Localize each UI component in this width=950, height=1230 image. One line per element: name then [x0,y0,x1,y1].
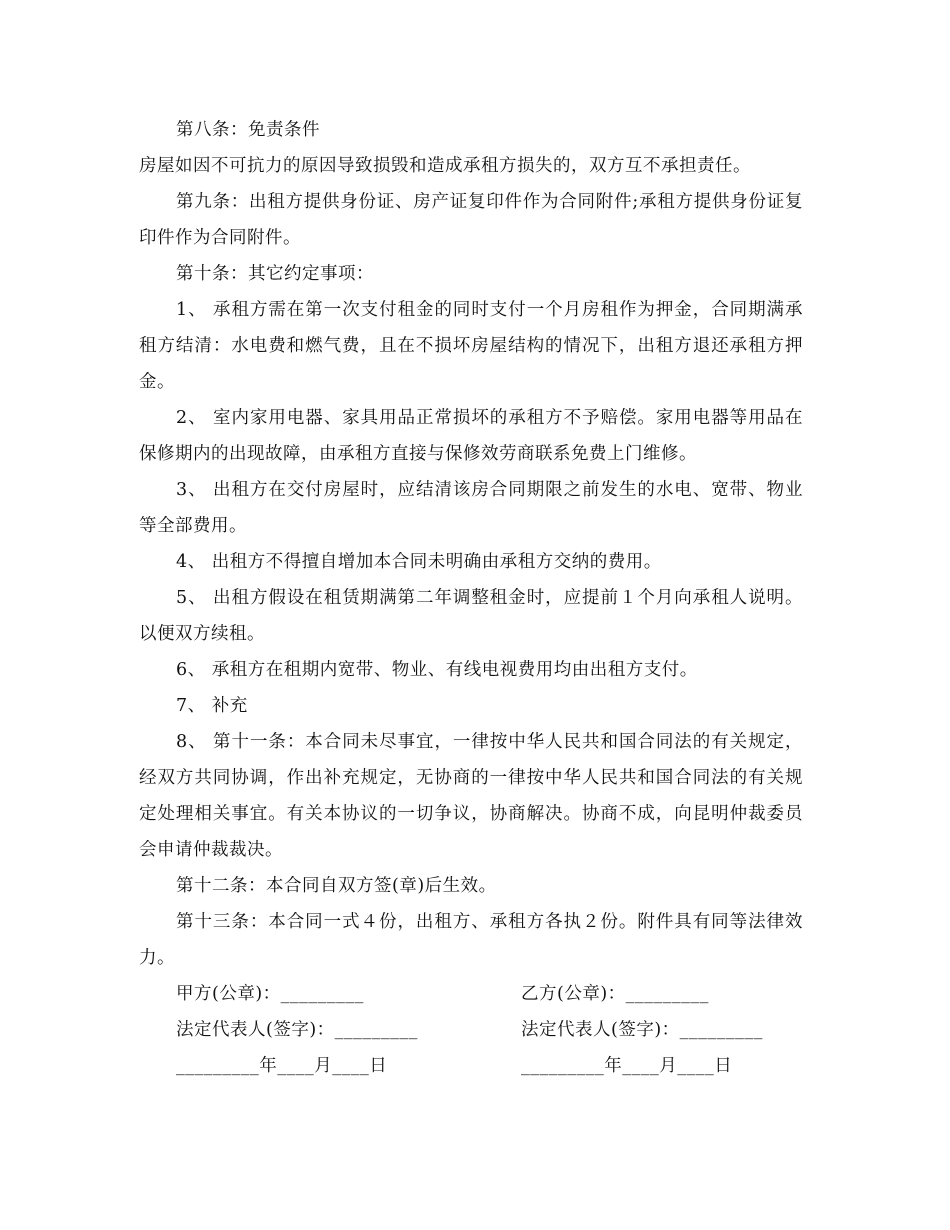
party-b-representative-line: 法定代表人(签字)：_________ [521,1020,763,1040]
party-b-date-line: _________年____月____日 [521,1056,733,1076]
clause-10-title: 第十条：其它约定事项： [176,264,374,284]
party-a-seal-line: 甲方(公章)：_________ [176,984,364,1004]
clause-10-item-4: 4、 出租方不得擅自增加本合同未明确由承租方交纳的费用。 [176,552,662,572]
party-a-representative-line: 法定代表人(签字)：_________ [176,1020,418,1040]
party-a-date-line: _________年____月____日 [176,1056,388,1076]
clause-10-item-6: 6、 承租方在租期内宽带、物业、有线电视费用均由出租方支付。 [176,660,698,680]
party-b-seal-line: 乙方(公章)：_________ [521,984,709,1004]
clause-9: 第九条：出租方提供身份证、房产证复印件作为合同附件;承租方提供身份证复印件作为合同附件。 [139,192,803,248]
signature-row-representative [139,1012,803,1048]
clause-8-body: 房屋如因不可抗力的原因导致损毁和造成承租方损失的，双方互不承担责任。 [139,156,751,176]
clause-10-item-1: 1、 承租方需在第一次支付租金的同时支付一个月房租作为押金，合同期满承租方结清：水电费和燃气费，且在不损坏房屋结构的情况下，出租方退还承租方押金。 [139,300,803,392]
clause-10-item-8: 8、 第十一条：本合同未尽事宜，一律按中华人民共和国合同法的有关规定，经双方共同协调，作出补充规定，无协商的一律按中华人民共和国合同法的有关规定处理相关事宜。有关本协议的一切争议，协商解决。协商不成，向昆明仲裁委员会申请仲裁裁决。 [139,732,803,860]
signature-row-date [139,1048,803,1084]
clause-10-item-2: 2、 室内家用电器、家具用品正常损坏的承租方不予赔偿。家用电器等用品在保修期内的出现故障，由承租方直接与保修效劳商联系免费上门维修。 [139,408,803,464]
clause-10-item-5: 5、 出租方假设在租赁期满第二年调整租金时，应提前１个月向承租人说明。以便双方续租。 [139,588,803,644]
clause-10-item-3: 3、 出租方在交付房屋时，应结清该房合同期限之前发生的水电、宽带、物业等全部费用。 [139,480,803,536]
clause-8-title: 第八条：免责条件 [176,120,320,140]
clause-12: 第十二条：本合同自双方签(章)后生效。 [176,876,497,896]
clause-10-item-7: 7、 补充 [176,696,248,716]
clause-13: 第十三条：本合同一式４份，出租方、承租方各执２份。附件具有同等法律效力。 [139,912,803,968]
contract-body [139,112,803,1084]
signature-row-seal [139,976,803,1012]
